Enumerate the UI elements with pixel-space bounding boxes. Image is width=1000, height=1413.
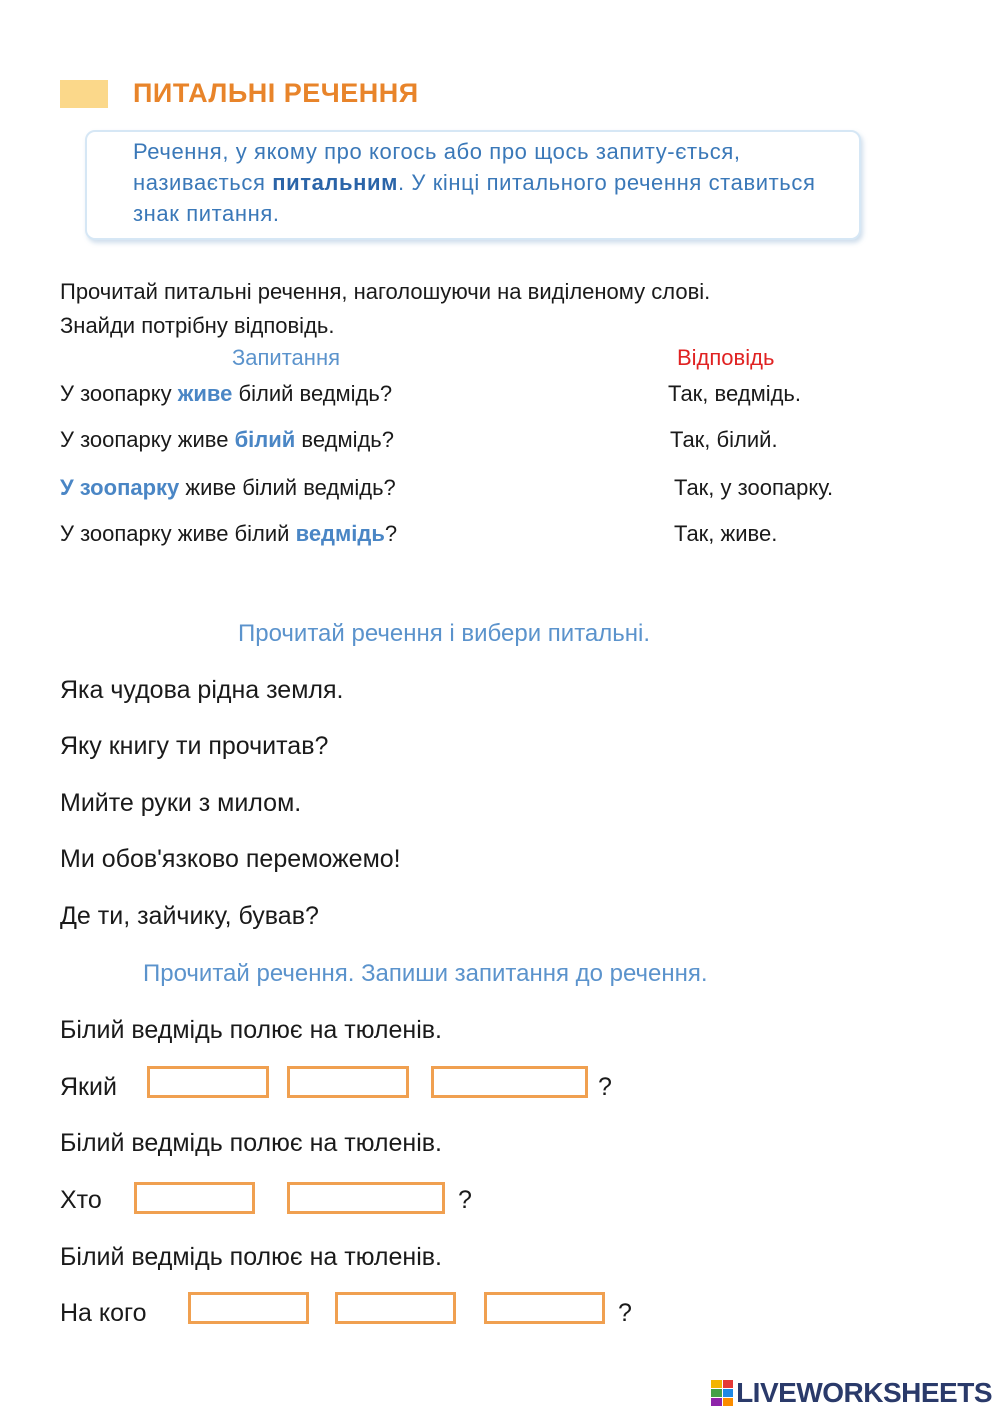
question-row: У зоопарку живе білий ведмідь? bbox=[60, 427, 394, 452]
question-mark: ? bbox=[598, 1073, 612, 1101]
question-mark: ? bbox=[618, 1299, 632, 1327]
answer-input[interactable] bbox=[188, 1292, 309, 1324]
page-title: ПИТАЛЬНІ РЕЧЕННЯ bbox=[133, 78, 419, 108]
selectable-sentence[interactable]: Де ти, зайчику, бував? bbox=[60, 902, 319, 930]
prompt-word: Хто bbox=[60, 1186, 102, 1214]
selectable-sentence[interactable]: Мийте руки з милом. bbox=[60, 789, 302, 817]
answer-input[interactable] bbox=[431, 1066, 588, 1098]
rule-text bbox=[133, 136, 823, 229]
source-sentence: Білий ведмідь полює на тюленів. bbox=[60, 1243, 442, 1271]
rule-text-bold: питальним bbox=[272, 170, 398, 195]
answer-option[interactable]: Так, у зоопарку. bbox=[674, 475, 834, 500]
task3-title: Прочитай речення. Запиши запитання до речення. bbox=[143, 960, 708, 987]
question-row: У зоопарку живе білий ведмідь? bbox=[60, 475, 396, 500]
rule-text-part1: Речення, у якому про когось або про щось запиту-ється, називається bbox=[133, 139, 741, 195]
task2-title: Прочитай речення і вибери питальні. bbox=[238, 620, 651, 647]
highlight-word: У зоопарку bbox=[60, 475, 180, 500]
instruction-line1: Прочитай питальні речення, наголошуючи на виділеному слові. bbox=[60, 279, 711, 304]
answer-input[interactable] bbox=[147, 1066, 269, 1098]
answer-option[interactable]: Так, ведмідь. bbox=[668, 381, 801, 406]
title-decoration bbox=[60, 80, 108, 108]
answer-input[interactable] bbox=[134, 1182, 255, 1214]
question-row: У зоопарку живе білий ведмідь? bbox=[60, 381, 393, 406]
answer-option[interactable]: Так, білий. bbox=[670, 427, 778, 452]
answer-input[interactable] bbox=[287, 1182, 445, 1214]
selectable-sentence[interactable]: Яку книгу ти прочитав? bbox=[60, 732, 329, 760]
highlight-word: живе bbox=[177, 381, 233, 406]
source-sentence: Білий ведмідь полює на тюленів. bbox=[60, 1016, 442, 1044]
question-header: Запитання bbox=[232, 345, 341, 370]
answer-input[interactable] bbox=[335, 1292, 456, 1324]
question-mark: ? bbox=[458, 1186, 472, 1214]
instruction bbox=[60, 275, 710, 343]
rule-text-part2: . У кінці питального речення ставиться знак питання. bbox=[133, 170, 816, 226]
highlight-word: ведмідь bbox=[295, 521, 385, 546]
prompt-word: Який bbox=[60, 1073, 117, 1101]
answer-input[interactable] bbox=[287, 1066, 409, 1098]
instruction-line2: Знайди потрібну відповідь. bbox=[60, 313, 335, 338]
prompt-word: На кого bbox=[60, 1299, 147, 1327]
answer-input[interactable] bbox=[484, 1292, 605, 1324]
logo-icon bbox=[711, 1380, 733, 1406]
answer-header: Відповідь bbox=[677, 345, 775, 370]
liveworksheets-logo bbox=[711, 1378, 992, 1408]
answer-option[interactable]: Так, живе. bbox=[674, 521, 778, 546]
selectable-sentence[interactable]: Ми обов'язково переможемо! bbox=[60, 845, 401, 873]
question-row: У зоопарку живе білий ведмідь? bbox=[60, 521, 398, 546]
selectable-sentence[interactable]: Яка чудова рідна земля. bbox=[60, 676, 344, 704]
highlight-word: білий bbox=[234, 427, 296, 452]
logo-text: LIVEWORKSHEETS bbox=[736, 1377, 992, 1408]
source-sentence: Білий ведмідь полює на тюленів. bbox=[60, 1129, 442, 1157]
